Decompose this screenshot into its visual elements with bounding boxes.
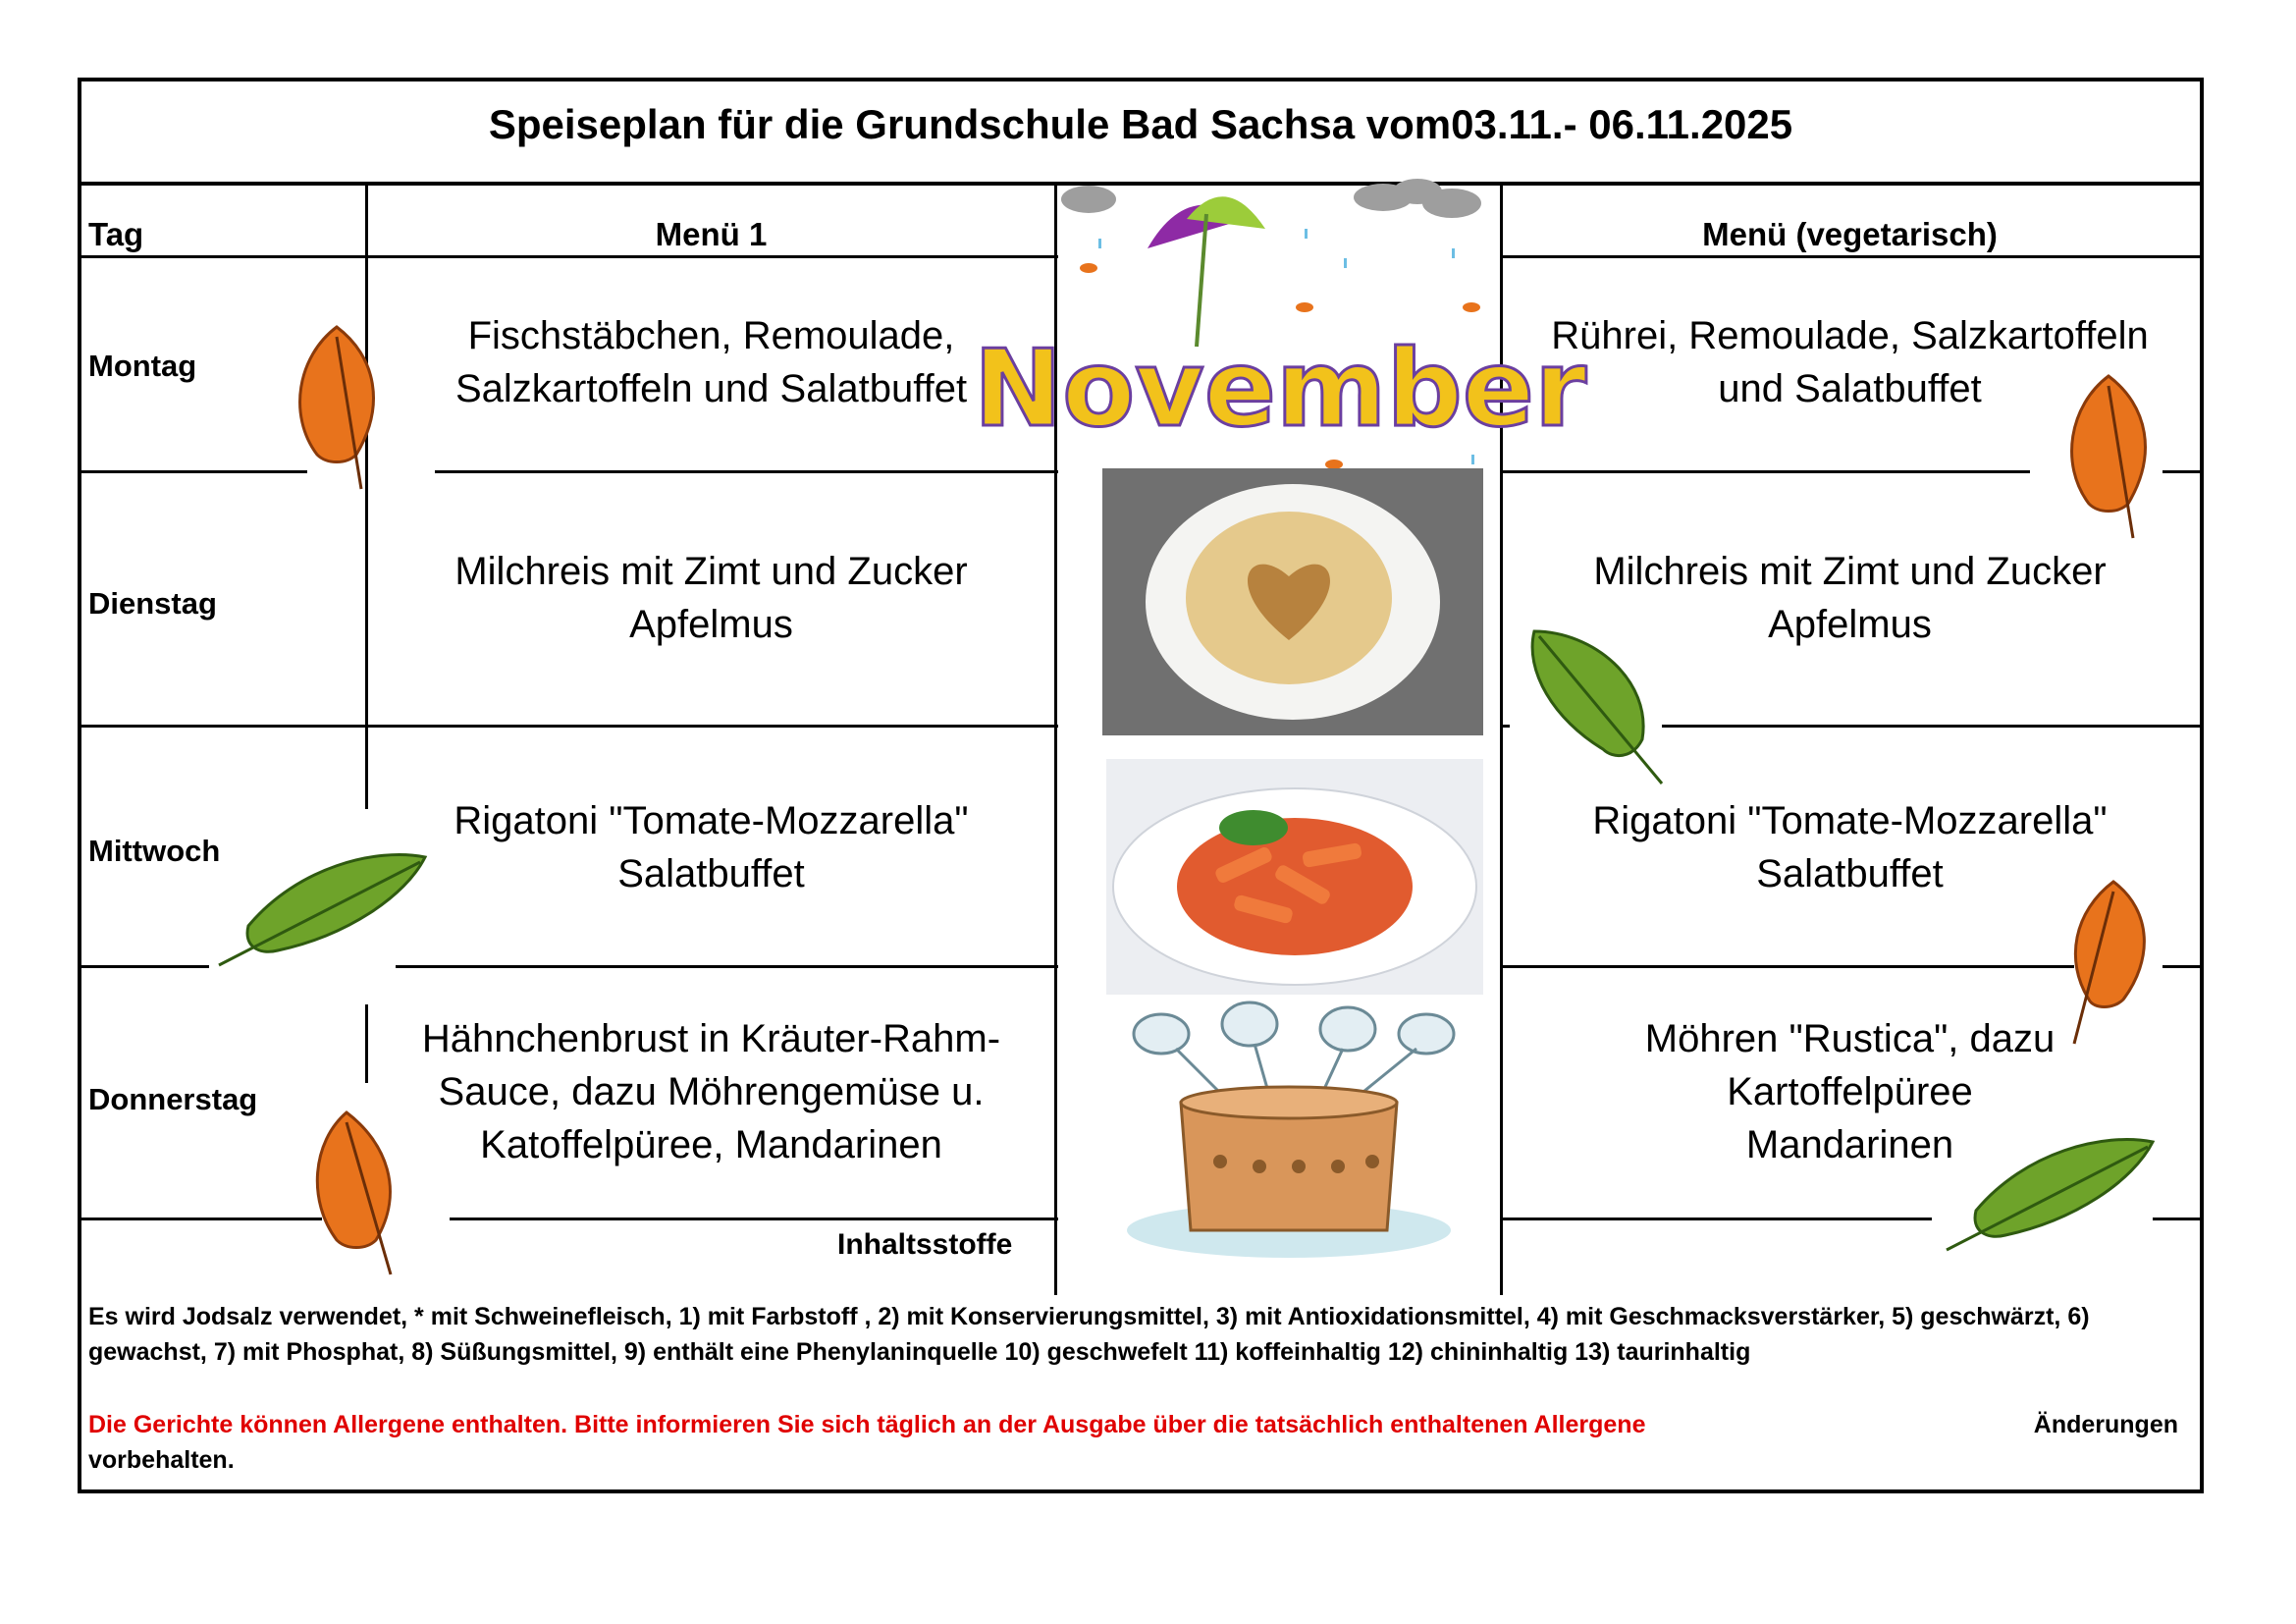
day-label-wednesday: Mittwoch bbox=[88, 834, 221, 868]
reserved-note: vorbehalten. bbox=[88, 1446, 235, 1474]
inhaltsstoffe-title: Inhaltsstoffe bbox=[837, 1228, 1013, 1261]
autumn-leaf-icon bbox=[297, 1103, 415, 1284]
day-label-tuesday: Dienstag bbox=[88, 586, 217, 621]
row-divider bbox=[81, 965, 209, 968]
meal-line: Rigatoni "Tomate-Mozzarella" bbox=[454, 799, 969, 842]
menu1-wednesday bbox=[365, 794, 1057, 900]
november-logo-text: November bbox=[973, 328, 1587, 451]
meal-line: Hähnchenbrust in Kräuter-Rahm- bbox=[421, 1017, 1001, 1060]
meal-line: Rührei, Remoulade, Salzkartoffeln bbox=[1551, 314, 2149, 357]
autumn-leaf-icon bbox=[278, 317, 396, 499]
meal-line: und Salatbuffet bbox=[1718, 367, 1982, 410]
row-divider bbox=[81, 470, 307, 473]
row-divider bbox=[81, 1218, 322, 1220]
meal-line: Milchreis mit Zimt und Zucker bbox=[1593, 550, 2107, 593]
autumn-leaf-icon bbox=[209, 838, 435, 980]
meal-line: Sauce, dazu Möhrengemüse u. bbox=[438, 1070, 985, 1113]
day-label-monday: Montag bbox=[88, 349, 197, 383]
header-divider-left bbox=[81, 255, 1058, 258]
row-divider bbox=[1500, 965, 2074, 968]
autumn-leaf-icon bbox=[1937, 1122, 2163, 1265]
changes-note: Änderungen bbox=[2033, 1411, 2178, 1438]
header-menu-veg: Menü (vegetarisch) bbox=[1702, 216, 1998, 252]
day-label-thursday: Donnerstag bbox=[88, 1082, 258, 1116]
rice-pudding-photo bbox=[1102, 468, 1483, 735]
row-divider bbox=[2163, 470, 2200, 473]
row-divider bbox=[396, 965, 1058, 968]
meal-line: Salatbuffet bbox=[1756, 852, 1944, 895]
page-title: Speiseplan für die Grundschule Bad Sachsa vom03.11.- 06.11.2025 bbox=[488, 101, 1793, 147]
header-divider-right bbox=[1500, 255, 2200, 258]
meal-line: Apfelmus bbox=[629, 603, 793, 646]
row-divider bbox=[450, 1218, 1058, 1220]
meal-line: Kartoffelpüree bbox=[1727, 1070, 1973, 1113]
meal-line: Milchreis mit Zimt und Zucker bbox=[454, 550, 968, 593]
meal-line: Katoffelpüree, Mandarinen bbox=[480, 1123, 942, 1166]
autumn-leaf-icon bbox=[2050, 366, 2167, 548]
meal-line: Fischstäbchen, Remoulade, bbox=[467, 314, 955, 357]
row-divider bbox=[1500, 1218, 1932, 1220]
header-menu1: Menü 1 bbox=[655, 216, 768, 252]
meal-line: Apfelmus bbox=[1768, 603, 1932, 646]
additives-legend: Es wird Jodsalz verwendet, * mit Schweinefleisch, 1) mit Farbstoff , 2) mit Konservierungsmittel, 3) mit Antioxidationsmittel, 4) mit Geschmacksverstärker, 5) geschwärzt, 6) gewachst, 7) mit Phosphat, 8) Süßungsmittel, 9) enthält eine Phenylaninquelle 10) geschwefelt 11) koffeinhaltig 12) chininhaltig 13) taurinhaltig bbox=[88, 1303, 2090, 1366]
utensil-pot-icon bbox=[1102, 995, 1485, 1260]
menu1-thursday bbox=[365, 1012, 1057, 1171]
meal-line: Möhren "Rustica", dazu bbox=[1644, 1017, 2056, 1060]
meal-line: Salzkartoffeln und Salatbuffet bbox=[454, 367, 968, 410]
menu1-tuesday bbox=[365, 545, 1057, 651]
meal-line: Salatbuffet bbox=[617, 852, 805, 895]
row-divider bbox=[81, 725, 1058, 728]
row-divider bbox=[1662, 725, 2200, 728]
row-divider bbox=[1500, 470, 2030, 473]
penne-pasta-photo bbox=[1106, 759, 1483, 995]
menu-plan-frame bbox=[78, 78, 2204, 1493]
allergen-warning: Die Gerichte können Allergene enthalten. Bitte informieren Sie sich täglich an der Ausgabe über die tatsächlich enthaltenen Allergene bbox=[88, 1411, 1646, 1438]
header-day: Tag bbox=[88, 216, 144, 252]
meal-line: Mandarinen bbox=[1745, 1123, 1954, 1166]
autumn-leaf-icon bbox=[2045, 872, 2163, 1054]
row-divider bbox=[1500, 725, 1510, 728]
row-divider bbox=[2163, 965, 2200, 968]
row-divider bbox=[435, 470, 1058, 473]
menu1-monday bbox=[365, 309, 1057, 415]
autumn-leaf-icon bbox=[1515, 612, 1672, 793]
meal-line: Rigatoni "Tomate-Mozzarella" bbox=[1592, 799, 2108, 842]
